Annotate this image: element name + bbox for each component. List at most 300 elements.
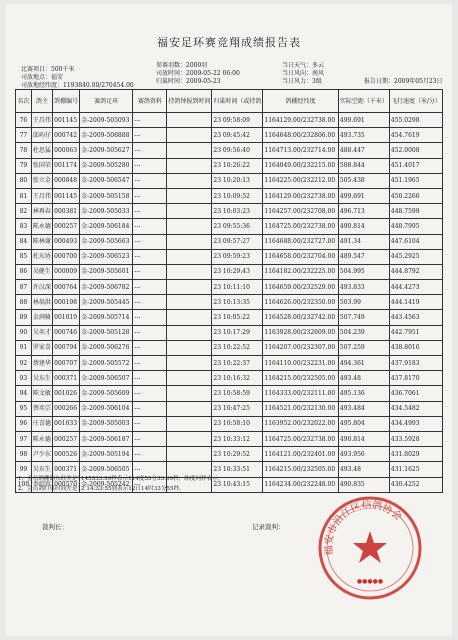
cell-loft-id: 001026 bbox=[53, 386, 80, 401]
cell-clock-time bbox=[167, 188, 212, 203]
cell-distance: 489.547 bbox=[338, 249, 389, 264]
cell-loft-id: 000381 bbox=[53, 204, 80, 219]
cell-distance: 488.447 bbox=[338, 143, 389, 158]
cell-ring: 金-2009-505572 bbox=[80, 356, 133, 371]
table-row bbox=[16, 447, 443, 462]
svg-text:●●●●●: ●●●●● bbox=[356, 578, 384, 585]
cell-loft-id: 001174 bbox=[53, 158, 80, 173]
entries: 参赛羽数：2000羽 bbox=[156, 62, 208, 69]
table-row bbox=[16, 416, 443, 431]
cell-info: --- bbox=[133, 371, 167, 386]
cell-ring: 金-2009-505194 bbox=[80, 447, 133, 462]
table-row bbox=[16, 264, 443, 279]
cell-coords: 1164528.00/232742.00 bbox=[263, 310, 339, 325]
cell-info: --- bbox=[133, 416, 167, 431]
cell-clock-time bbox=[167, 416, 212, 431]
table-row bbox=[16, 128, 443, 143]
cell-info: --- bbox=[133, 188, 167, 203]
official-seal bbox=[315, 493, 425, 603]
header-rank: 名次 bbox=[16, 90, 32, 113]
cell-coords: 1164234.00/232248.00 bbox=[263, 477, 339, 492]
cell-arrival-time: 23 10:33:12 bbox=[212, 431, 263, 446]
cell-distance: 493.484 bbox=[338, 401, 389, 416]
cell-arrival-time: 23 09:56:40 bbox=[212, 143, 263, 158]
cell-info: --- bbox=[133, 295, 167, 310]
cell-rank: 99 bbox=[16, 462, 32, 477]
cell-distance: 490.814 bbox=[338, 431, 389, 446]
cell-coords: 1164049.00/232215.00 bbox=[263, 158, 339, 173]
cell-owner: 罗家喜 bbox=[31, 340, 52, 355]
cell-ring: 金-2009-505003 bbox=[80, 416, 133, 431]
cell-loft-id: 000266 bbox=[53, 401, 80, 416]
cell-loft-id: 000063 bbox=[53, 143, 80, 158]
cell-clock-time bbox=[167, 295, 212, 310]
cell-owner: 蔡奕宗 bbox=[31, 401, 52, 416]
header-speed: 飞行速度（米/分） bbox=[389, 90, 442, 113]
table-row bbox=[16, 310, 443, 325]
cell-arrival-time: 23 10:26:22 bbox=[212, 158, 263, 173]
cell-speed: 430.4252 bbox=[389, 477, 442, 492]
release-time: 司放时间：2009-05-22 06:00 bbox=[156, 70, 240, 77]
wind-force: 当日风力：3级 bbox=[282, 78, 322, 85]
cell-rank: 85 bbox=[16, 249, 32, 264]
cell-speed: 451.4017 bbox=[389, 158, 442, 173]
cell-speed: 433.5928 bbox=[389, 431, 442, 446]
cell-rank: 88 bbox=[16, 295, 32, 310]
cell-rank: 78 bbox=[16, 143, 32, 158]
weather: 当日天气：多云 bbox=[282, 62, 325, 69]
cell-coords: 1164207.00/232307.00 bbox=[263, 340, 339, 355]
race-distance: 比赛项目：500千米 bbox=[21, 66, 75, 73]
table-row bbox=[16, 386, 443, 401]
cell-info: --- bbox=[133, 462, 167, 477]
cell-rank: 92 bbox=[16, 356, 32, 371]
cell-ring: 金-2009-505280 bbox=[80, 158, 133, 173]
footnote-1: 1、会员鸽棚的东经差是1145533.99秒表示114度55分33.99秒，纬度同样表示。 bbox=[18, 476, 224, 482]
cell-distance: 490.835 bbox=[338, 477, 389, 492]
table-row bbox=[16, 234, 443, 249]
cell-rank: 94 bbox=[16, 386, 32, 401]
cell-info: --- bbox=[133, 204, 167, 219]
cell-clock-time bbox=[167, 340, 212, 355]
cell-info: --- bbox=[133, 158, 167, 173]
cell-ring: 金-2009-505663 bbox=[80, 234, 133, 249]
cell-rank: 89 bbox=[16, 310, 32, 325]
cell-clock-time bbox=[167, 219, 212, 234]
cell-info: --- bbox=[133, 219, 167, 234]
table-row bbox=[16, 356, 443, 371]
cell-rank: 93 bbox=[16, 371, 32, 386]
cell-loft-id: 000707 bbox=[53, 356, 80, 371]
cell-arrival-time: 23 09:45:42 bbox=[212, 128, 263, 143]
cell-owner: 陈永德 bbox=[31, 219, 52, 234]
cell-distance: 503.99 bbox=[338, 295, 389, 310]
cell-speed: 431.8029 bbox=[389, 447, 442, 462]
cell-clock-time bbox=[167, 447, 212, 462]
cell-rank: 97 bbox=[16, 431, 32, 446]
cell-ring: 金-2009-505033 bbox=[80, 204, 133, 219]
cell-info: --- bbox=[133, 173, 167, 188]
table-row bbox=[16, 143, 443, 158]
cell-loft-id: 001033 bbox=[53, 416, 80, 431]
cell-distance: 493.48 bbox=[338, 462, 389, 477]
cell-arrival-time: 23 10:03:23 bbox=[212, 204, 263, 219]
cell-info: --- bbox=[133, 477, 167, 492]
cell-arrival-time: 23 10:05:22 bbox=[212, 310, 263, 325]
cell-rank: 90 bbox=[16, 325, 32, 340]
cell-coords: 1164121.00/232401.00 bbox=[263, 447, 339, 462]
cell-info: --- bbox=[133, 386, 167, 401]
header-ring: 赛鸽足环 bbox=[80, 90, 133, 113]
cell-loft-id: 000700 bbox=[53, 249, 80, 264]
cell-rank: 79 bbox=[16, 158, 32, 173]
cell-clock-time bbox=[167, 325, 212, 340]
cell-arrival-time: 23 10:58:10 bbox=[212, 416, 263, 431]
report-title: 福安足环赛竞翔成绩报告表 bbox=[157, 36, 301, 49]
cell-clock-time bbox=[167, 356, 212, 371]
cell-speed: 444.1419 bbox=[389, 295, 442, 310]
cell-info: --- bbox=[133, 234, 167, 249]
cell-clock-time bbox=[167, 113, 212, 128]
cell-info: --- bbox=[133, 264, 167, 279]
cell-speed: 454.7619 bbox=[389, 128, 442, 143]
cell-info: --- bbox=[133, 431, 167, 446]
cell-owner: 蔡建华 bbox=[31, 356, 52, 371]
cell-rank: 91 bbox=[16, 340, 32, 355]
cell-info: --- bbox=[133, 128, 167, 143]
cell-loft-id: 000746 bbox=[53, 325, 80, 340]
table-row bbox=[16, 219, 443, 234]
cell-owner: 许汉深 bbox=[31, 280, 52, 295]
cell-arrival-time: 23 10:22:52 bbox=[212, 340, 263, 355]
cell-owner: 王昌伟 bbox=[31, 188, 52, 203]
cell-loft-id: 000848 bbox=[53, 173, 80, 188]
header-owner: 鸽主 bbox=[31, 90, 52, 113]
table-row bbox=[16, 188, 443, 203]
cell-ring: 金-2009-506782 bbox=[80, 280, 133, 295]
cell-distance: 499.691 bbox=[338, 113, 389, 128]
cell-owner: 杜东协 bbox=[31, 249, 52, 264]
cell-info: --- bbox=[133, 249, 167, 264]
cell-ring: 金-2009-505445 bbox=[80, 295, 133, 310]
cell-arrival-time: 23 09:57:27 bbox=[212, 234, 263, 249]
cell-loft-id: 000009 bbox=[53, 264, 80, 279]
cell-ring: 金-2009-506187 bbox=[80, 431, 133, 446]
table-row bbox=[16, 371, 443, 386]
cell-loft-id: 001019 bbox=[53, 310, 80, 325]
cell-rank: 81 bbox=[16, 188, 32, 203]
cell-speed: 445.2925 bbox=[389, 249, 442, 264]
report-time: 归巢时间：2009-05-23 bbox=[156, 78, 221, 85]
cell-clock-time bbox=[167, 310, 212, 325]
header-clock-time: 持鸽钟报到时间 bbox=[167, 90, 212, 113]
cell-owner: 金润骑 bbox=[31, 310, 52, 325]
cell-coords: 1163928.00/232609.00 bbox=[263, 325, 339, 340]
cell-coords: 1164658.00/232704.00 bbox=[263, 249, 339, 264]
cell-loft-id: 001145 bbox=[53, 113, 80, 128]
cell-clock-time bbox=[167, 204, 212, 219]
cell-rank: 80 bbox=[16, 173, 32, 188]
cell-rank: 95 bbox=[16, 401, 32, 416]
cell-owner: 李绍容 bbox=[31, 477, 52, 492]
cell-info: --- bbox=[133, 280, 167, 295]
cell-arrival-time: 23 10:58:59 bbox=[212, 386, 263, 401]
cell-owner: 陈文敏 bbox=[31, 386, 52, 401]
cell-coords: 1164333.00/232111.00 bbox=[263, 386, 339, 401]
table-row bbox=[16, 431, 443, 446]
table-row bbox=[16, 173, 443, 188]
footnote-2: 2、会员鸽归巢时间差是12 14:33:55到表示12日14时33分55秒。 bbox=[18, 486, 185, 492]
cell-rank: 84 bbox=[16, 234, 32, 249]
cell-rank: 98 bbox=[16, 447, 32, 462]
cell-clock-time bbox=[167, 234, 212, 249]
cell-ring: 金-2009-505128 bbox=[80, 325, 133, 340]
report-date: 报告日期：2009年05月23日 bbox=[364, 78, 443, 85]
cell-distance: 505.438 bbox=[338, 173, 389, 188]
cell-ring: 金-2009-505714 bbox=[80, 310, 133, 325]
cell-coords: 1164182.00/232225.00 bbox=[263, 264, 339, 279]
cell-ring: 金-2009-506547 bbox=[80, 173, 133, 188]
header-loft-id: 鸽棚编号 bbox=[53, 90, 80, 113]
cell-clock-time bbox=[167, 143, 212, 158]
cell-speed: 438.8016 bbox=[389, 340, 442, 355]
table-row bbox=[16, 158, 443, 173]
cell-loft-id: 000371 bbox=[53, 462, 80, 477]
cell-coords: 1164626.00/232350.00 bbox=[263, 295, 339, 310]
cell-clock-time bbox=[167, 158, 212, 173]
cell-owner: 吴奕才 bbox=[31, 325, 52, 340]
cell-distance: 507.259 bbox=[338, 340, 389, 355]
cell-ring: 金-2009-505093 bbox=[80, 113, 133, 128]
cell-rank: 87 bbox=[16, 280, 32, 295]
referee-signature-label: 裁判长： bbox=[42, 523, 68, 531]
recorder-signature-label: 记录裁判： bbox=[252, 523, 285, 531]
cell-loft-id: 000198 bbox=[53, 295, 80, 310]
cell-arrival-time: 23 10:33:51 bbox=[212, 462, 263, 477]
cell-coords: 1164725.00/232738.00 bbox=[263, 219, 339, 234]
cell-info: --- bbox=[133, 447, 167, 462]
cell-clock-time bbox=[167, 431, 212, 446]
cell-coords: 1164110.00/232231.00 bbox=[263, 356, 339, 371]
cell-loft-id: 000493 bbox=[53, 234, 80, 249]
cell-distance: 507.749 bbox=[338, 310, 389, 325]
table-row bbox=[16, 249, 443, 264]
header-coords: 鸽棚经纬度 bbox=[263, 90, 339, 113]
cell-speed: 451.1965 bbox=[389, 173, 442, 188]
cell-info: --- bbox=[133, 143, 167, 158]
header-arrival-time: 归巢时间（或持鸽 bbox=[212, 90, 263, 113]
cell-rank: 82 bbox=[16, 204, 32, 219]
cell-coords: 1164129.00/232738.00 bbox=[263, 188, 339, 203]
cell-ring: 金-2009-506505 bbox=[80, 462, 133, 477]
cell-arrival-time: 23 10:13:35 bbox=[212, 295, 263, 310]
cell-owner: 张国荣 bbox=[31, 158, 52, 173]
cell-owner: 吴东生 bbox=[31, 371, 52, 386]
cell-distance: 490.814 bbox=[338, 219, 389, 234]
cell-ring: 金-2009-505601 bbox=[80, 264, 133, 279]
cell-owner: 吴东生 bbox=[31, 462, 52, 477]
cell-speed: 443.4563 bbox=[389, 310, 442, 325]
cell-clock-time bbox=[167, 401, 212, 416]
cell-clock-time bbox=[167, 128, 212, 143]
cell-clock-time bbox=[167, 249, 212, 264]
cell-ring: 金-2009-506104 bbox=[80, 401, 133, 416]
cell-coords: 1164713.00/232714.00 bbox=[263, 143, 339, 158]
cell-owner: 杜思猛 bbox=[31, 143, 52, 158]
cell-loft-id: 000526 bbox=[53, 447, 80, 462]
cell-speed: 444.8792 bbox=[389, 264, 442, 279]
cell-arrival-time: 23 09:59:23 bbox=[212, 249, 263, 264]
cell-owner: 张立金 bbox=[31, 173, 52, 188]
cell-ring: 金-2009-506184 bbox=[80, 219, 133, 234]
cell-clock-time bbox=[167, 280, 212, 295]
cell-rank: 100 bbox=[16, 477, 32, 492]
cell-distance: 508.844 bbox=[338, 158, 389, 173]
header-info: 赛鸽资料 bbox=[133, 90, 167, 113]
release-coords: 司放地经纬度：1193840.00/270454.00 bbox=[21, 82, 134, 89]
table-row bbox=[16, 204, 443, 219]
cell-speed: 436.7061 bbox=[389, 386, 442, 401]
cell-coords: 1164225.00/232212.00 bbox=[263, 173, 339, 188]
cell-info: --- bbox=[133, 325, 167, 340]
cell-coords: 1164648.00/232806.00 bbox=[263, 128, 339, 143]
cell-owner: 卢少东 bbox=[31, 447, 52, 462]
header-distance: 实际空距（千米） bbox=[338, 90, 389, 113]
cell-coords: 1163952.00/232022.00 bbox=[263, 416, 339, 431]
cell-speed: 450.2266 bbox=[389, 188, 442, 203]
cell-arrival-time: 23 10:20:13 bbox=[212, 173, 263, 188]
cell-rank: 77 bbox=[16, 128, 32, 143]
wind-direction: 当日风向：南风 bbox=[282, 70, 325, 77]
cell-distance: 499.691 bbox=[338, 188, 389, 203]
cell-info: --- bbox=[133, 356, 167, 371]
cell-loft-id: 001145 bbox=[53, 188, 80, 203]
cell-ring: 金-2009-506523 bbox=[80, 249, 133, 264]
cell-loft-id: 000794 bbox=[53, 340, 80, 355]
table-row bbox=[16, 340, 443, 355]
cell-arrival-time: 23 10:16:32 bbox=[212, 371, 263, 386]
table-row bbox=[16, 401, 443, 416]
cell-speed: 448.7995 bbox=[389, 219, 442, 234]
results-table bbox=[15, 89, 443, 493]
cell-info: --- bbox=[133, 310, 167, 325]
cell-distance: 495.136 bbox=[338, 386, 389, 401]
cell-coords: 1164129.00/232738.00 bbox=[263, 113, 339, 128]
cell-speed: 437.8170 bbox=[389, 371, 442, 386]
cell-speed: 442.7951 bbox=[389, 325, 442, 340]
cell-distance: 504.995 bbox=[338, 264, 389, 279]
cell-clock-time bbox=[167, 386, 212, 401]
table-row bbox=[16, 295, 443, 310]
cell-coords: 1164688.00/232727.00 bbox=[263, 234, 339, 249]
cell-arrival-time: 23 10:09:52 bbox=[212, 188, 263, 203]
cell-ring: 金-2009-505242 bbox=[80, 477, 133, 492]
cell-speed: 447.6104 bbox=[389, 234, 442, 249]
cell-arrival-time: 23 09:55:36 bbox=[212, 219, 263, 234]
cell-coords: 1164725.00/232738.00 bbox=[263, 431, 339, 446]
cell-ring: 金-2009-506888 bbox=[80, 128, 133, 143]
cell-distance: 493.956 bbox=[338, 447, 389, 462]
table-row bbox=[16, 113, 443, 128]
cell-distance: 491.34 bbox=[338, 234, 389, 249]
cell-speed: 431.1625 bbox=[389, 462, 442, 477]
table-row bbox=[16, 325, 443, 340]
cell-distance: 494.361 bbox=[338, 356, 389, 371]
cell-rank: 76 bbox=[16, 113, 32, 128]
cell-ring: 金-2009-505609 bbox=[80, 386, 133, 401]
cell-owner: 陈林谢 bbox=[31, 234, 52, 249]
cell-owner: 邱屿仔 bbox=[31, 128, 52, 143]
cell-loft-id: 000570 bbox=[53, 477, 80, 492]
cell-owner: 陈永德 bbox=[31, 431, 52, 446]
cell-loft-id: 000742 bbox=[53, 128, 80, 143]
cell-coords: 1164659.00/232529.00 bbox=[263, 280, 339, 295]
cell-distance: 504.239 bbox=[338, 325, 389, 340]
cell-arrival-time: 23 10:29:52 bbox=[212, 447, 263, 462]
cell-info: --- bbox=[133, 113, 167, 128]
cell-loft-id: 000257 bbox=[53, 219, 80, 234]
cell-rank: 83 bbox=[16, 219, 32, 234]
cell-speed: 434.4993 bbox=[389, 416, 442, 431]
cell-speed: 437.9183 bbox=[389, 356, 442, 371]
cell-clock-time bbox=[167, 264, 212, 279]
cell-arrival-time: 23 10:47:25 bbox=[212, 401, 263, 416]
cell-arrival-time: 23 10:22:37 bbox=[212, 356, 263, 371]
cell-coords: 1164521.00/232130.00 bbox=[263, 401, 339, 416]
cell-arrival-time: 23 10:11:10 bbox=[212, 280, 263, 295]
cell-coords: 1164215.00/232505.00 bbox=[263, 462, 339, 477]
cell-distance: 493.833 bbox=[338, 280, 389, 295]
cell-distance: 495.804 bbox=[338, 416, 389, 431]
cell-info: --- bbox=[133, 401, 167, 416]
cell-speed: 452.0008 bbox=[389, 143, 442, 158]
cell-rank: 86 bbox=[16, 264, 32, 279]
cell-owner: 林翁洪 bbox=[31, 295, 52, 310]
cell-speed: 444.4273 bbox=[389, 280, 442, 295]
release-place: 司放地点：福安 bbox=[21, 74, 64, 81]
cell-arrival-time: 23 10:29:43 bbox=[212, 264, 263, 279]
cell-loft-id: 000371 bbox=[53, 371, 80, 386]
cell-distance: 493.48 bbox=[338, 371, 389, 386]
cell-loft-id: 000764 bbox=[53, 280, 80, 295]
cell-ring: 金-2009-505158 bbox=[80, 188, 133, 203]
cell-owner: 吴健生 bbox=[31, 264, 52, 279]
cell-owner: 王昌伟 bbox=[31, 113, 52, 128]
table-header-row bbox=[16, 90, 443, 113]
cell-arrival-time: 23 10:43:15 bbox=[212, 477, 263, 492]
cell-coords: 1164257.00/232708.00 bbox=[263, 204, 339, 219]
cell-rank: 96 bbox=[16, 416, 32, 431]
cell-owner: 林再春 bbox=[31, 204, 52, 219]
cell-distance: 493.735 bbox=[338, 128, 389, 143]
cell-distance: 496.713 bbox=[338, 204, 389, 219]
cell-ring: 金-2009-505627 bbox=[80, 143, 133, 158]
cell-coords: 1164215.00/232505.00 bbox=[263, 371, 339, 386]
cell-speed: 434.5482 bbox=[389, 401, 442, 416]
cell-ring: 金-2009-506507 bbox=[80, 371, 133, 386]
table-row bbox=[16, 280, 443, 295]
cell-clock-time bbox=[167, 173, 212, 188]
cell-arrival-time: 23 10:17:29 bbox=[212, 325, 263, 340]
cell-info: --- bbox=[133, 340, 167, 355]
cell-owner: 庄喜德 bbox=[31, 416, 52, 431]
cell-speed: 448.7599 bbox=[389, 204, 442, 219]
cell-loft-id: 000257 bbox=[53, 431, 80, 446]
cell-speed: 455.0298 bbox=[389, 113, 442, 128]
seal-text: 福安市沿江区信鸽协会 bbox=[323, 500, 404, 556]
cell-clock-time bbox=[167, 371, 212, 386]
cell-arrival-time: 23 09:58:09 bbox=[212, 113, 263, 128]
